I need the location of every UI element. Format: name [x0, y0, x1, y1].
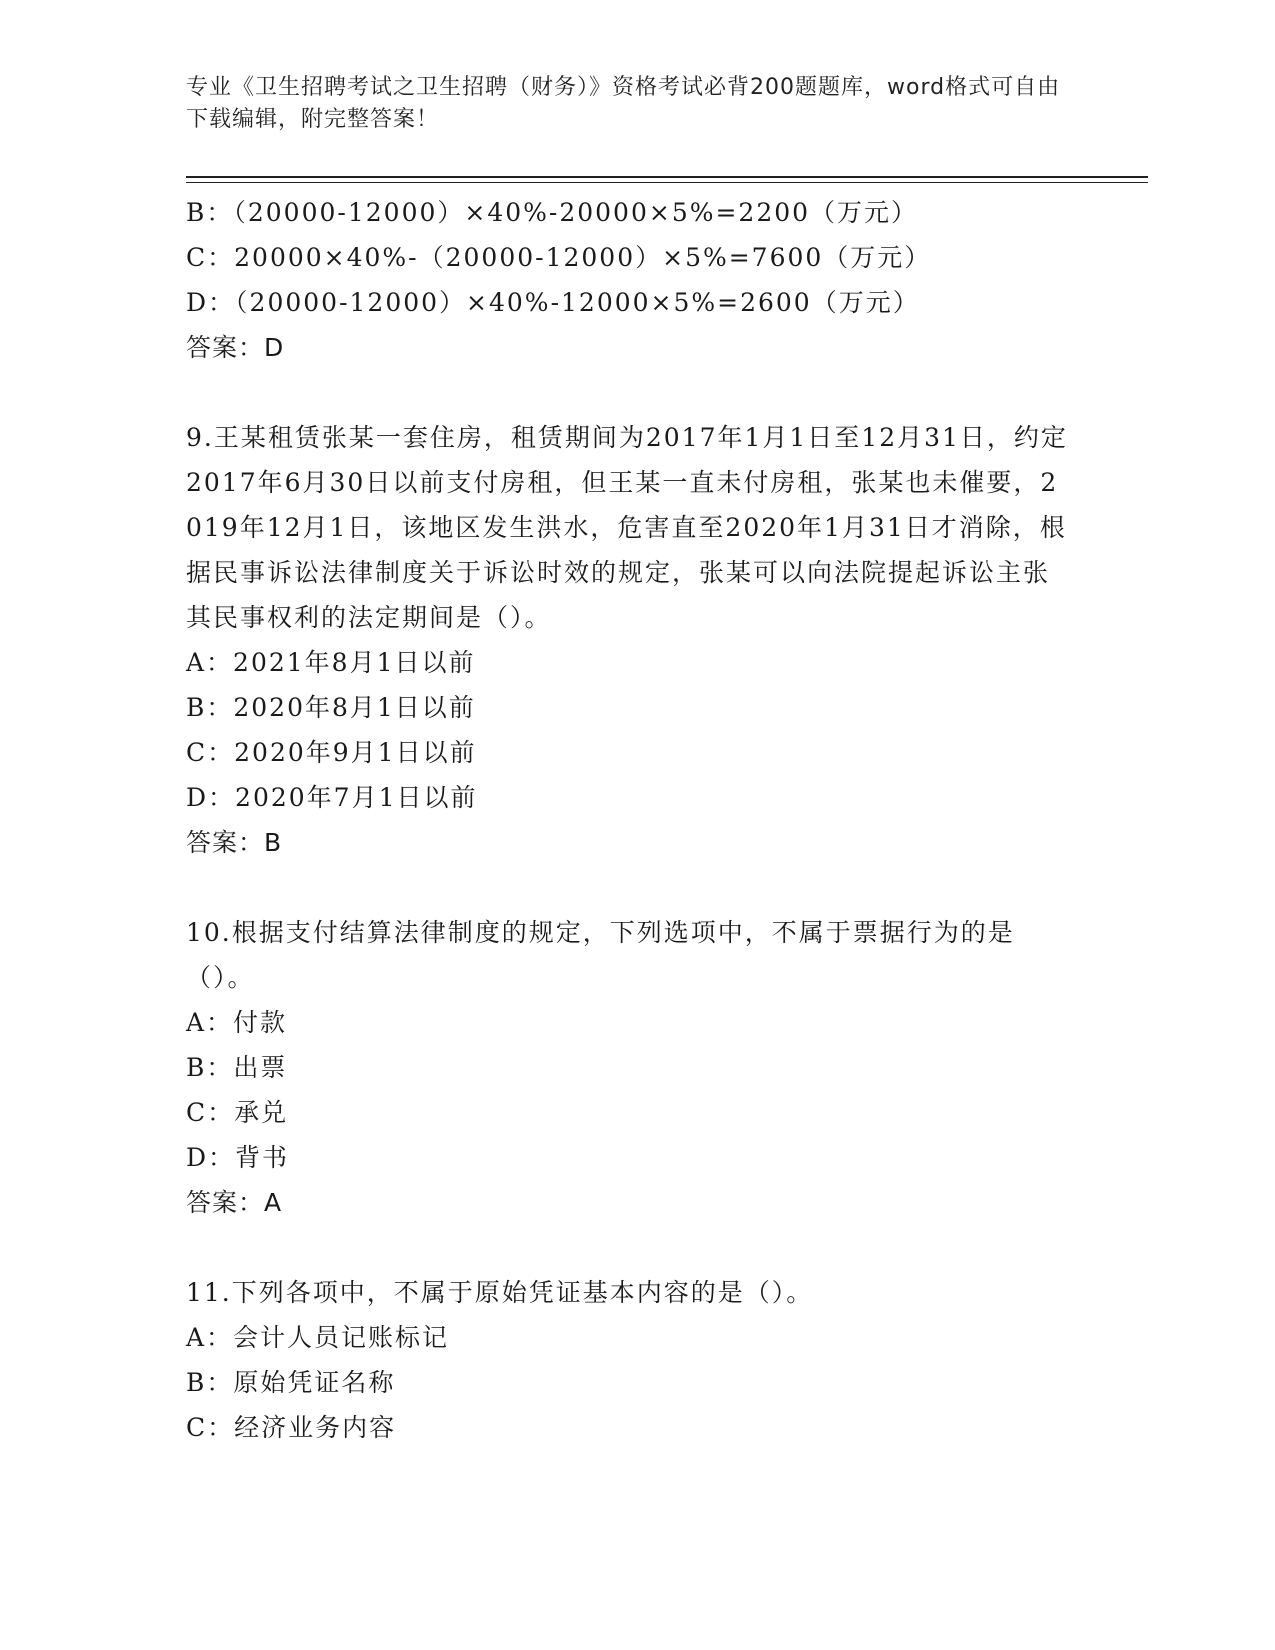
- question-stem: 11.下列各项中，不属于原始凭证基本内容的是（）。: [186, 1278, 814, 1307]
- option-d: D：2020年7月1日以前: [186, 783, 478, 812]
- answer-label: 答案：D: [186, 333, 285, 362]
- document-header: 专业《卫生招聘考试之卫生招聘（财务）》资格考试必背200题题库，word格式可自由下载编辑，附完整答案！: [186, 75, 1061, 132]
- option-d: D：（20000-12000）×40%-12000×5%=2600（万元）: [186, 288, 920, 317]
- option-b: B：原始凭证名称: [186, 1368, 396, 1397]
- option-c: C：承兑: [186, 1098, 289, 1127]
- answer-label: 答案：B: [186, 828, 283, 857]
- question-content: [186, 190, 1076, 1450]
- option-b: B：（20000-12000）×40%-20000×5%=2200（万元）: [186, 198, 919, 227]
- question-10: [186, 910, 1076, 1225]
- header-divider-thin: [186, 182, 1148, 183]
- option-a: A：会计人员记账标记: [186, 1323, 450, 1352]
- option-c: C：经济业务内容: [186, 1413, 397, 1442]
- option-c: C：2020年9月1日以前: [186, 738, 477, 767]
- option-b: B：2020年8月1日以前: [186, 693, 476, 722]
- option-b: B：出票: [186, 1053, 288, 1082]
- question-stem: 9.王某租赁张某一套住房，租赁期间为2017年1月1日至12月31日，约定2017年6月30日以前支付房租，但王某一直未付房租，张某也未催要，2019年12月1日，该地区发生洪水，危害直至2020年1月31日才消除，根据民事诉讼法律制度关于诉讼时效的规定，张某可以向法院提起诉讼主张其民事权利的法定期间是（）。: [186, 423, 1068, 632]
- question-11: [186, 1270, 1076, 1450]
- header-divider-thick: [186, 176, 1148, 178]
- option-a: A：2021年8月1日以前: [186, 648, 476, 677]
- question-8-continued: [186, 190, 1076, 370]
- question-stem: 10.根据支付结算法律制度的规定，下列选项中，不属于票据行为的是（）。: [186, 918, 1015, 992]
- option-a: A：付款: [186, 1008, 288, 1037]
- option-d: D：背书: [186, 1143, 290, 1172]
- spacer: [186, 1225, 1076, 1270]
- question-9: [186, 415, 1076, 865]
- spacer: [186, 370, 1076, 415]
- spacer: [186, 865, 1076, 910]
- answer-label: 答案：A: [186, 1188, 283, 1217]
- option-c: C：20000×40%-（20000-12000）×5%=7600（万元）: [186, 243, 932, 272]
